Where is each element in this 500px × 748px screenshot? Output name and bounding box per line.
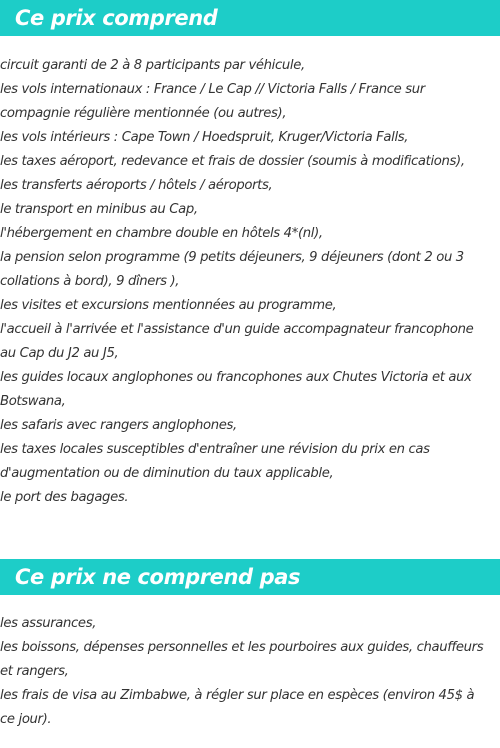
excludes-title: Ce prix ne comprend pas [15, 565, 301, 589]
list-item: les visites et excursions mentionnées au programme, [0, 298, 337, 313]
list-item: les safaris avec rangers anglophones, [0, 418, 237, 433]
list-item: l'hébergement en chambre double en hôtels 4*(nl), [0, 226, 323, 241]
list-item: la pension selon programme (9 petits déjeuners, 9 déjeuners (dont 2 ou 3 collations à bord), 9 dîners ), [0, 250, 464, 289]
list-item: l'accueil à l'arrivée et l'assistance d'un guide accompagnateur francophone au Cap du J2 au J5, [0, 322, 474, 361]
list-item: les vols intérieurs : Cape Town / Hoedspruit, Kruger/Victoria Falls, [0, 130, 409, 145]
list-item: circuit garanti de 2 à 8 participants par véhicule, [0, 58, 305, 73]
list-item: les guides locaux anglophones ou francophones aux Chutes Victoria et aux Botswana, [0, 370, 472, 409]
includes-section-header [0, 0, 500, 36]
list-item: les frais de visa au Zimbabwe, à régler sur place en espèces (environ 45$ à ce jour). [0, 688, 475, 727]
excludes-list [0, 612, 500, 732]
list-item: le port des bagages. [0, 490, 129, 505]
list-item: les taxes aéroport, redevance et frais de dossier (soumis à modifications), [0, 154, 465, 169]
list-item: le transport en minibus au Cap, [0, 202, 198, 217]
list-item: les assurances, [0, 616, 97, 631]
list-item: les vols internationaux : France / Le Cap // Victoria Falls / France sur compagnie régulière mentionnée (ou autres), [0, 82, 425, 121]
list-item: les taxes locales susceptibles d'entraîner une révision du prix en cas d'augmentation ou de diminution du taux applicable, [0, 442, 430, 481]
list-item: les transferts aéroports / hôtels / aéroports, [0, 178, 273, 193]
excludes-section-header [0, 559, 500, 595]
includes-list [0, 54, 500, 510]
includes-title: Ce prix comprend [15, 6, 218, 30]
list-item: les boissons, dépenses personnelles et les pourboires aux guides, chauffeurs et rangers, [0, 640, 484, 679]
